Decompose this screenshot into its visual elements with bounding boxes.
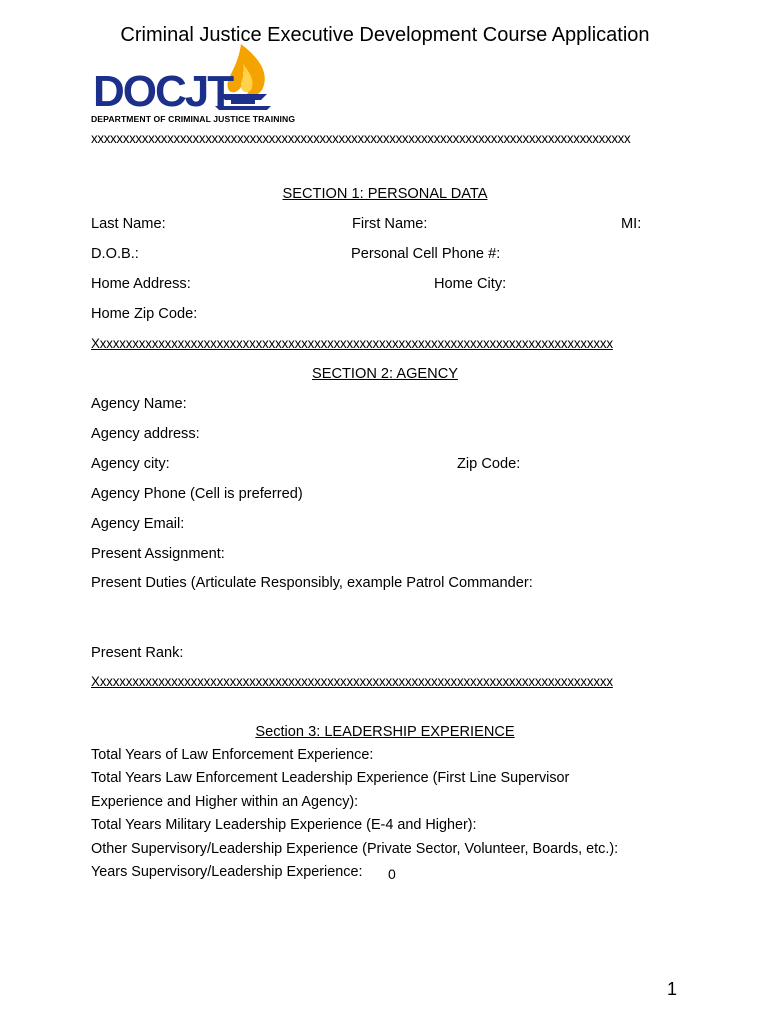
- agency-email-label: Agency Email:: [91, 516, 185, 532]
- section2-heading: SECTION 2: AGENCY: [312, 366, 458, 382]
- cell-phone-label: Personal Cell Phone #:: [351, 246, 501, 262]
- logo-subtitle: DEPARTMENT OF CRIMINAL JUSTICE TRAINING: [91, 114, 296, 124]
- years-supervisory-value[interactable]: 0: [388, 866, 396, 882]
- present-rank-label: Present Rank:: [91, 645, 184, 661]
- le-leadership-label-line2: Experience and Higher within an Agency):: [91, 794, 359, 810]
- agency-zip-label: Zip Code:: [457, 456, 521, 472]
- other-leadership-label: Other Supervisory/Leadership Experience (Private Sector, Volunteer, Boards, etc.):: [91, 841, 619, 857]
- le-leadership-label-line1: Total Years Law Enforcement Leadership Experience (First Line Supervisor: [91, 770, 570, 786]
- agency-address-label: Agency address:: [91, 426, 200, 442]
- years-supervisory-label: Years Supervisory/Leadership Experience:: [91, 864, 363, 880]
- section1-heading: SECTION 1: PERSONAL DATA: [282, 186, 488, 202]
- agency-name-label: Agency Name:: [91, 396, 187, 412]
- first-name-label: First Name:: [352, 216, 428, 232]
- agency-phone-label: Agency Phone (Cell is preferred): [91, 486, 303, 502]
- divider-top: xxxxxxxxxxxxxxxxxxxxxxxxxxxxxxxxxxxxxxxxxxxxxxxxxxxxxxxxxxxxxxxxxxxxxxxxxxxxxxxxxxxxx: [91, 131, 631, 146]
- logo-text: DOCJT: [93, 67, 233, 116]
- page-title: Criminal Justice Executive Development Course Application: [120, 24, 650, 46]
- home-address-label: Home Address:: [91, 276, 191, 292]
- divider-section1: Xxxxxxxxxxxxxxxxxxxxxxxxxxxxxxxxxxxxxxxxxxxxxxxxxxxxxxxxxxxxxxxxxxxxxxxxxxxxxxxx: [91, 336, 613, 351]
- section3-heading: Section 3: LEADERSHIP EXPERIENCE: [255, 724, 515, 740]
- divider-section2: Xxxxxxxxxxxxxxxxxxxxxxxxxxxxxxxxxxxxxxxxxxxxxxxxxxxxxxxxxxxxxxxxxxxxxxxxxxxxxxxx: [91, 674, 613, 689]
- mi-label: MI:: [621, 216, 642, 232]
- home-city-label: Home City:: [434, 276, 507, 292]
- present-assignment-label: Present Assignment:: [91, 546, 225, 562]
- dob-label: D.O.B.:: [91, 246, 139, 262]
- agency-city-label: Agency city:: [91, 456, 170, 472]
- military-leadership-label: Total Years Military Leadership Experience (E-4 and Higher):: [91, 817, 477, 833]
- present-duties-label: Present Duties (Articulate Responsibly, example Patrol Commander:: [91, 575, 533, 591]
- home-zip-label: Home Zip Code:: [91, 306, 198, 322]
- last-name-label: Last Name:: [91, 216, 166, 232]
- total-le-years-label: Total Years of Law Enforcement Experience:: [91, 747, 374, 763]
- page-number: 1: [667, 979, 678, 999]
